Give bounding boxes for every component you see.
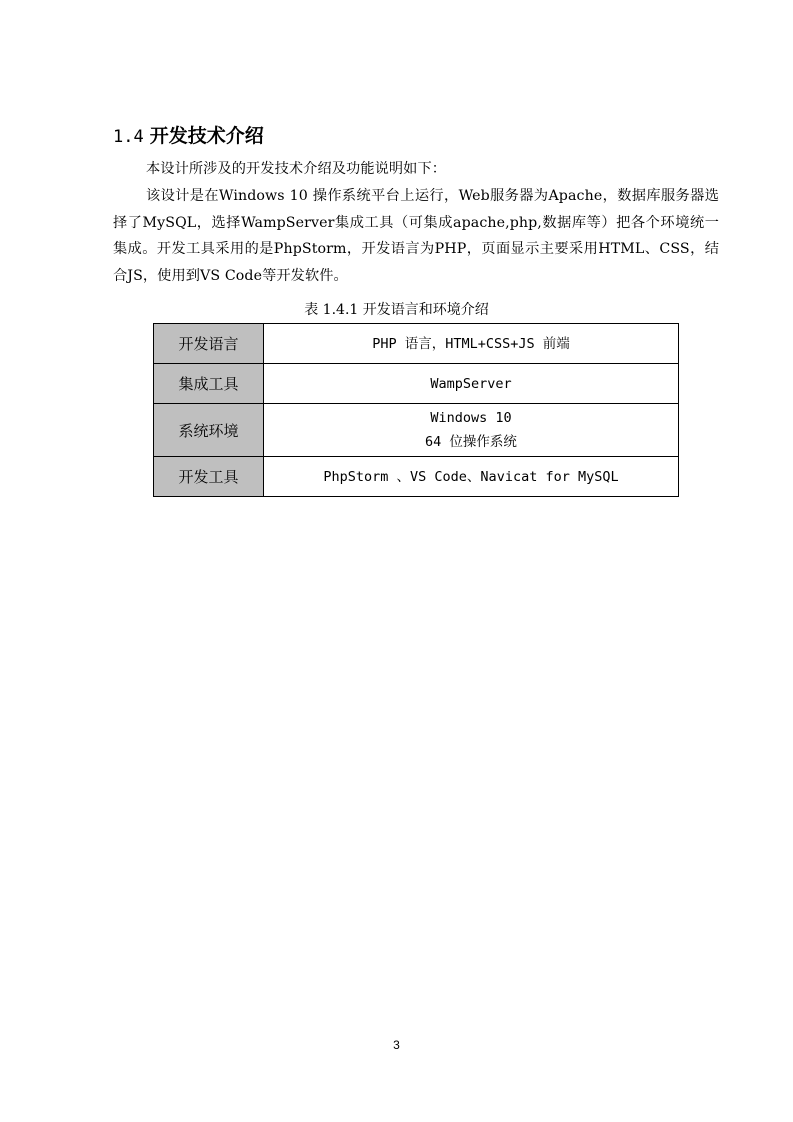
- table-row: [154, 324, 679, 364]
- table-row: [154, 457, 679, 497]
- row-label: 系统环境: [154, 404, 264, 457]
- section-title-text: 开发技术介绍: [149, 125, 264, 147]
- environment-table: [153, 323, 679, 497]
- row-value: [264, 324, 679, 364]
- table-row: [154, 364, 679, 404]
- row-value-line: PHP 语言，HTML+CSS+JS 前端: [372, 335, 570, 352]
- section-heading: [113, 124, 264, 149]
- row-value: [264, 404, 679, 457]
- row-label: 开发语言: [154, 324, 264, 364]
- row-label: 开发工具: [154, 457, 264, 497]
- row-value: [264, 364, 679, 404]
- row-value-line: WampServer: [430, 375, 512, 392]
- page-number: 3: [393, 1038, 400, 1052]
- row-label: 集成工具: [154, 364, 264, 404]
- row-value: [264, 457, 679, 497]
- row-value-line: Windows 10: [430, 410, 512, 426]
- row-value-line: 64 位操作系统: [425, 434, 517, 450]
- table-row: [154, 404, 679, 457]
- table-caption: 表 1.4.1 开发语言和环境介绍: [304, 302, 489, 318]
- description-paragraph: 该设计是在Windows 10 操作系统平台上运行，Web服务器为Apache，数据库服务器选择了MySQL，选择WampServer集成工具（可集成apache,php,数据库等）把各个环境统一集成。开发工具采用的是PhpStorm，开发语言为PHP，页面显示主要采用HTML、CSS，结合JS，使用到VS Code等开发软件。: [113, 188, 719, 284]
- section-number: 1.4: [113, 127, 144, 147]
- row-value-line: PhpStorm 、VS Code、Navicat for MySQL: [323, 468, 619, 485]
- intro-paragraph: 本设计所涉及的开发技术介绍及功能说明如下：: [146, 161, 447, 177]
